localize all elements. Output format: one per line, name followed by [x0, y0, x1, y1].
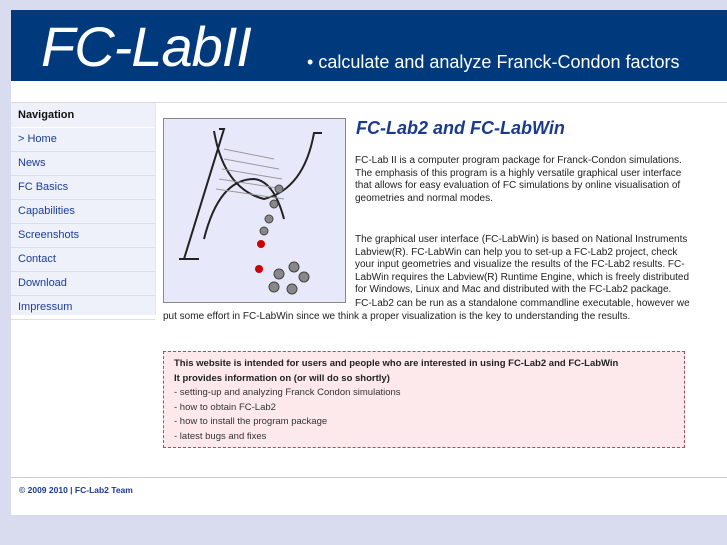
nav-download[interactable]: Download: [11, 272, 155, 296]
page-title: FC-Lab2 and FC-LabWin: [356, 118, 565, 138]
notice-line: It provides information on (or will do so shortly): [174, 372, 390, 384]
intro-paragraph: FC-Lab II is a computer program package for Franck-Condon simulations. The emphasis of this program is a highly versatile graphical user interface that allows for easy evaluation of FC simulations by online visualisation of geometries and normal modes.: [355, 155, 682, 204]
notice-line: - how to install the program package: [174, 416, 328, 427]
labwin-paragraph: The graphical user interface (FC-LabWin) is based on National Instruments Labview(R). FC-LabWin can help you to set-up a FC-Lab2 project, check your input geometries and visualize the results of the FC-Lab2 results. FC-LabWin requires the Labview(R) Runtime Engine, which is freely distributed for Windows, Linux and Mac and distributed with the FC-Lab2 package.: [355, 234, 690, 295]
nav-heading: Navigation: [11, 103, 155, 128]
notice-line: - setting-up and analyzing Franck Condon simulations: [174, 387, 401, 398]
nav-screenshots[interactable]: Screenshots: [11, 224, 155, 248]
nav-contact[interactable]: Contact: [11, 248, 155, 272]
commandline-paragraph-1: FC-Lab2 can be run as a standalone commandline executable, however we: [355, 298, 690, 309]
tagline: • calculate and analyze Franck-Condon factors: [307, 52, 680, 72]
notice-line: This website is intended for users and people who are interested in using FC-Lab2 and FC-LabWin: [174, 358, 619, 369]
footer-divider: [11, 477, 727, 478]
nav-fc-basics[interactable]: FC Basics: [11, 176, 155, 200]
notice-line: - latest bugs and fixes: [174, 430, 267, 442]
fc-illustration: [163, 118, 346, 303]
commandline-paragraph-2: put some effort in FC-LabWin since we think a proper visualization is the key to understanding the results.: [163, 311, 631, 322]
page: [11, 10, 727, 515]
nav-home[interactable]: > Home: [11, 128, 155, 152]
nav-capabilities[interactable]: Capabilities: [11, 200, 155, 224]
footer-text: © 2009 2010 | FC-Lab2 Team: [19, 485, 133, 495]
header-strip: [11, 81, 727, 103]
site-logo[interactable]: FC-LabII: [41, 15, 251, 78]
nav-impressum[interactable]: Impressum: [11, 296, 155, 320]
nav-news[interactable]: News: [11, 152, 155, 176]
notice-box: [163, 351, 685, 448]
sidebar: [11, 103, 156, 315]
notice-line: - how to obtain FC-Lab2: [174, 401, 276, 413]
header: [11, 10, 727, 81]
